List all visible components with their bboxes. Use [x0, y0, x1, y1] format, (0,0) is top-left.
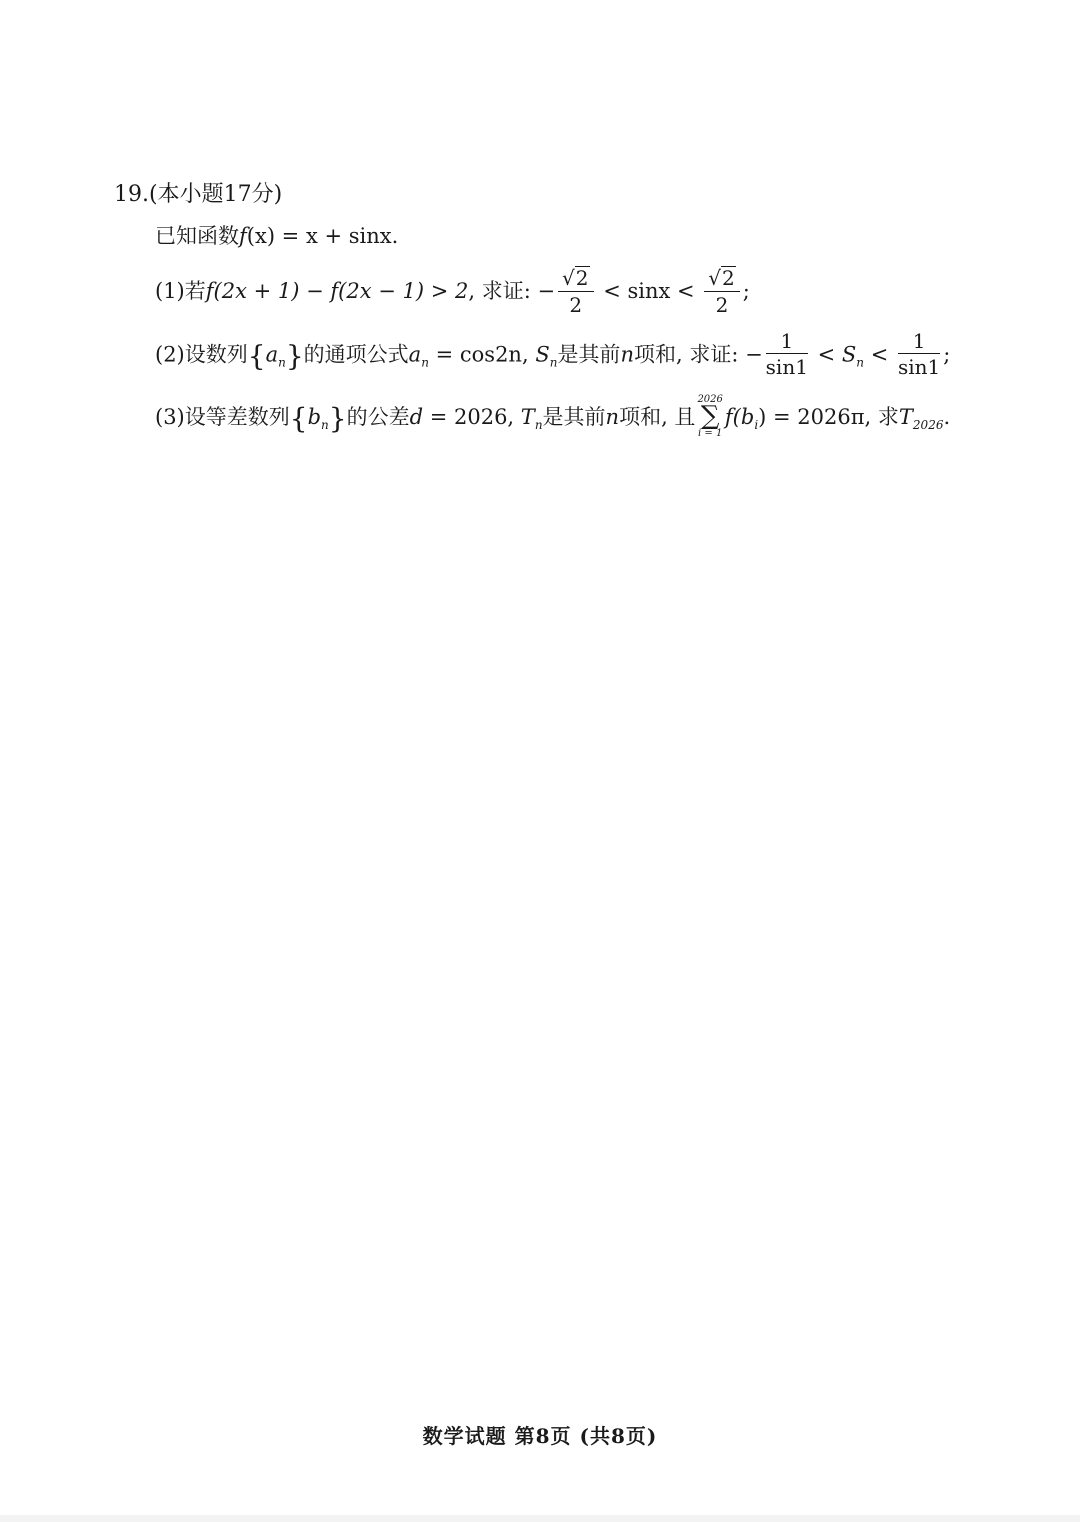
sqrt2-over-2-fraction — [704, 266, 739, 315]
subscript: n — [856, 355, 865, 370]
part-3-end: . — [943, 405, 951, 430]
part-3 — [155, 396, 950, 441]
sequence-symbol: b — [307, 405, 322, 430]
subscript: n — [278, 355, 286, 370]
part-2-label: (2)设数列 — [155, 342, 248, 367]
summation — [697, 394, 722, 439]
part-3-text: 的公差 — [346, 405, 410, 430]
variable-n: n — [605, 405, 620, 430]
part-2-text: 是其前 — [557, 342, 621, 367]
fraction-numerator: 1 — [766, 331, 808, 354]
part-1 — [155, 268, 750, 317]
fraction-denominator: sin1 — [897, 355, 941, 379]
part-3-label: (3)设等差数列 — [155, 405, 290, 430]
left-brace: { — [247, 339, 266, 373]
intro-text: 已知函数 — [155, 224, 239, 248]
sqrt2-over-2-fraction — [558, 266, 593, 315]
sum-symbol: S — [535, 342, 550, 367]
problem-points: (本小题17分) — [149, 182, 283, 207]
subscript: i — [754, 418, 759, 433]
fraction-denominator: sin1 — [765, 355, 808, 379]
fraction-denominator: 2 — [569, 293, 583, 317]
subscript: n — [549, 355, 558, 370]
part-2-inequality: < S — [810, 342, 857, 367]
right-brace: } — [285, 339, 304, 373]
target-symbol: T — [898, 405, 913, 430]
subscript: n — [421, 355, 429, 370]
part-2-inequality-2: < — [864, 342, 895, 367]
part-1-condition: f(2x + 1) − f(2x − 1) > 2 — [205, 279, 469, 303]
part-2 — [155, 329, 951, 379]
common-difference-value: = 2026, — [423, 405, 521, 430]
function-expression: (x) = x + sinx. — [246, 224, 399, 248]
part-2-end: ; — [943, 342, 951, 367]
fraction-numerator: 2 — [575, 266, 589, 290]
sequence-symbol: a — [265, 342, 279, 367]
right-brace: } — [328, 402, 347, 436]
sqrt-symbol: √2 — [562, 266, 589, 290]
fraction-denominator: 2 — [715, 293, 729, 317]
fraction-numerator: 1 — [898, 331, 940, 354]
problem-number: 19. — [114, 182, 149, 207]
part-1-inequality: < sinx < — [596, 279, 702, 303]
summation-result: ) = 2026π, 求 — [758, 405, 899, 430]
sqrt-symbol: √2 — [708, 266, 735, 290]
part-2-text: 的通项公式 — [303, 342, 409, 367]
fraction-numerator: 2 — [722, 266, 735, 290]
variable-n: n — [620, 342, 634, 367]
summation-body: f(b — [724, 405, 755, 430]
function-name: f — [239, 224, 247, 248]
sigma-symbol: ∑ — [700, 401, 720, 431]
term-symbol: a — [408, 342, 422, 367]
problem-intro — [155, 226, 398, 247]
subscript: n — [534, 418, 543, 433]
part-1-end: ; — [742, 279, 750, 303]
variable-d: d — [409, 405, 424, 430]
scan-edge — [0, 1515, 1080, 1522]
problem-header — [114, 184, 282, 206]
page-footer: 数学试题 第8页 (共8页) — [422, 1424, 658, 1448]
one-over-sin1-fraction — [898, 331, 940, 377]
summation-upper-limit: 2026 — [697, 394, 723, 405]
part-2-prove-text: 项和, 求证: − — [633, 342, 763, 367]
part-3-text: 项和, 且 — [619, 405, 696, 430]
term-formula: = cos2n, — [428, 342, 536, 367]
sum-symbol: T — [520, 405, 535, 430]
part-3-text: 是其前 — [542, 405, 606, 430]
subscript: 2026 — [912, 418, 944, 433]
summation-lower-limit: i = 1 — [698, 428, 723, 440]
part-1-prove-text: , 求证: − — [468, 279, 556, 303]
part-1-label: (1)若 — [155, 279, 206, 303]
one-over-sin1-fraction — [766, 331, 808, 377]
left-brace: { — [289, 402, 308, 436]
subscript: n — [321, 418, 329, 433]
